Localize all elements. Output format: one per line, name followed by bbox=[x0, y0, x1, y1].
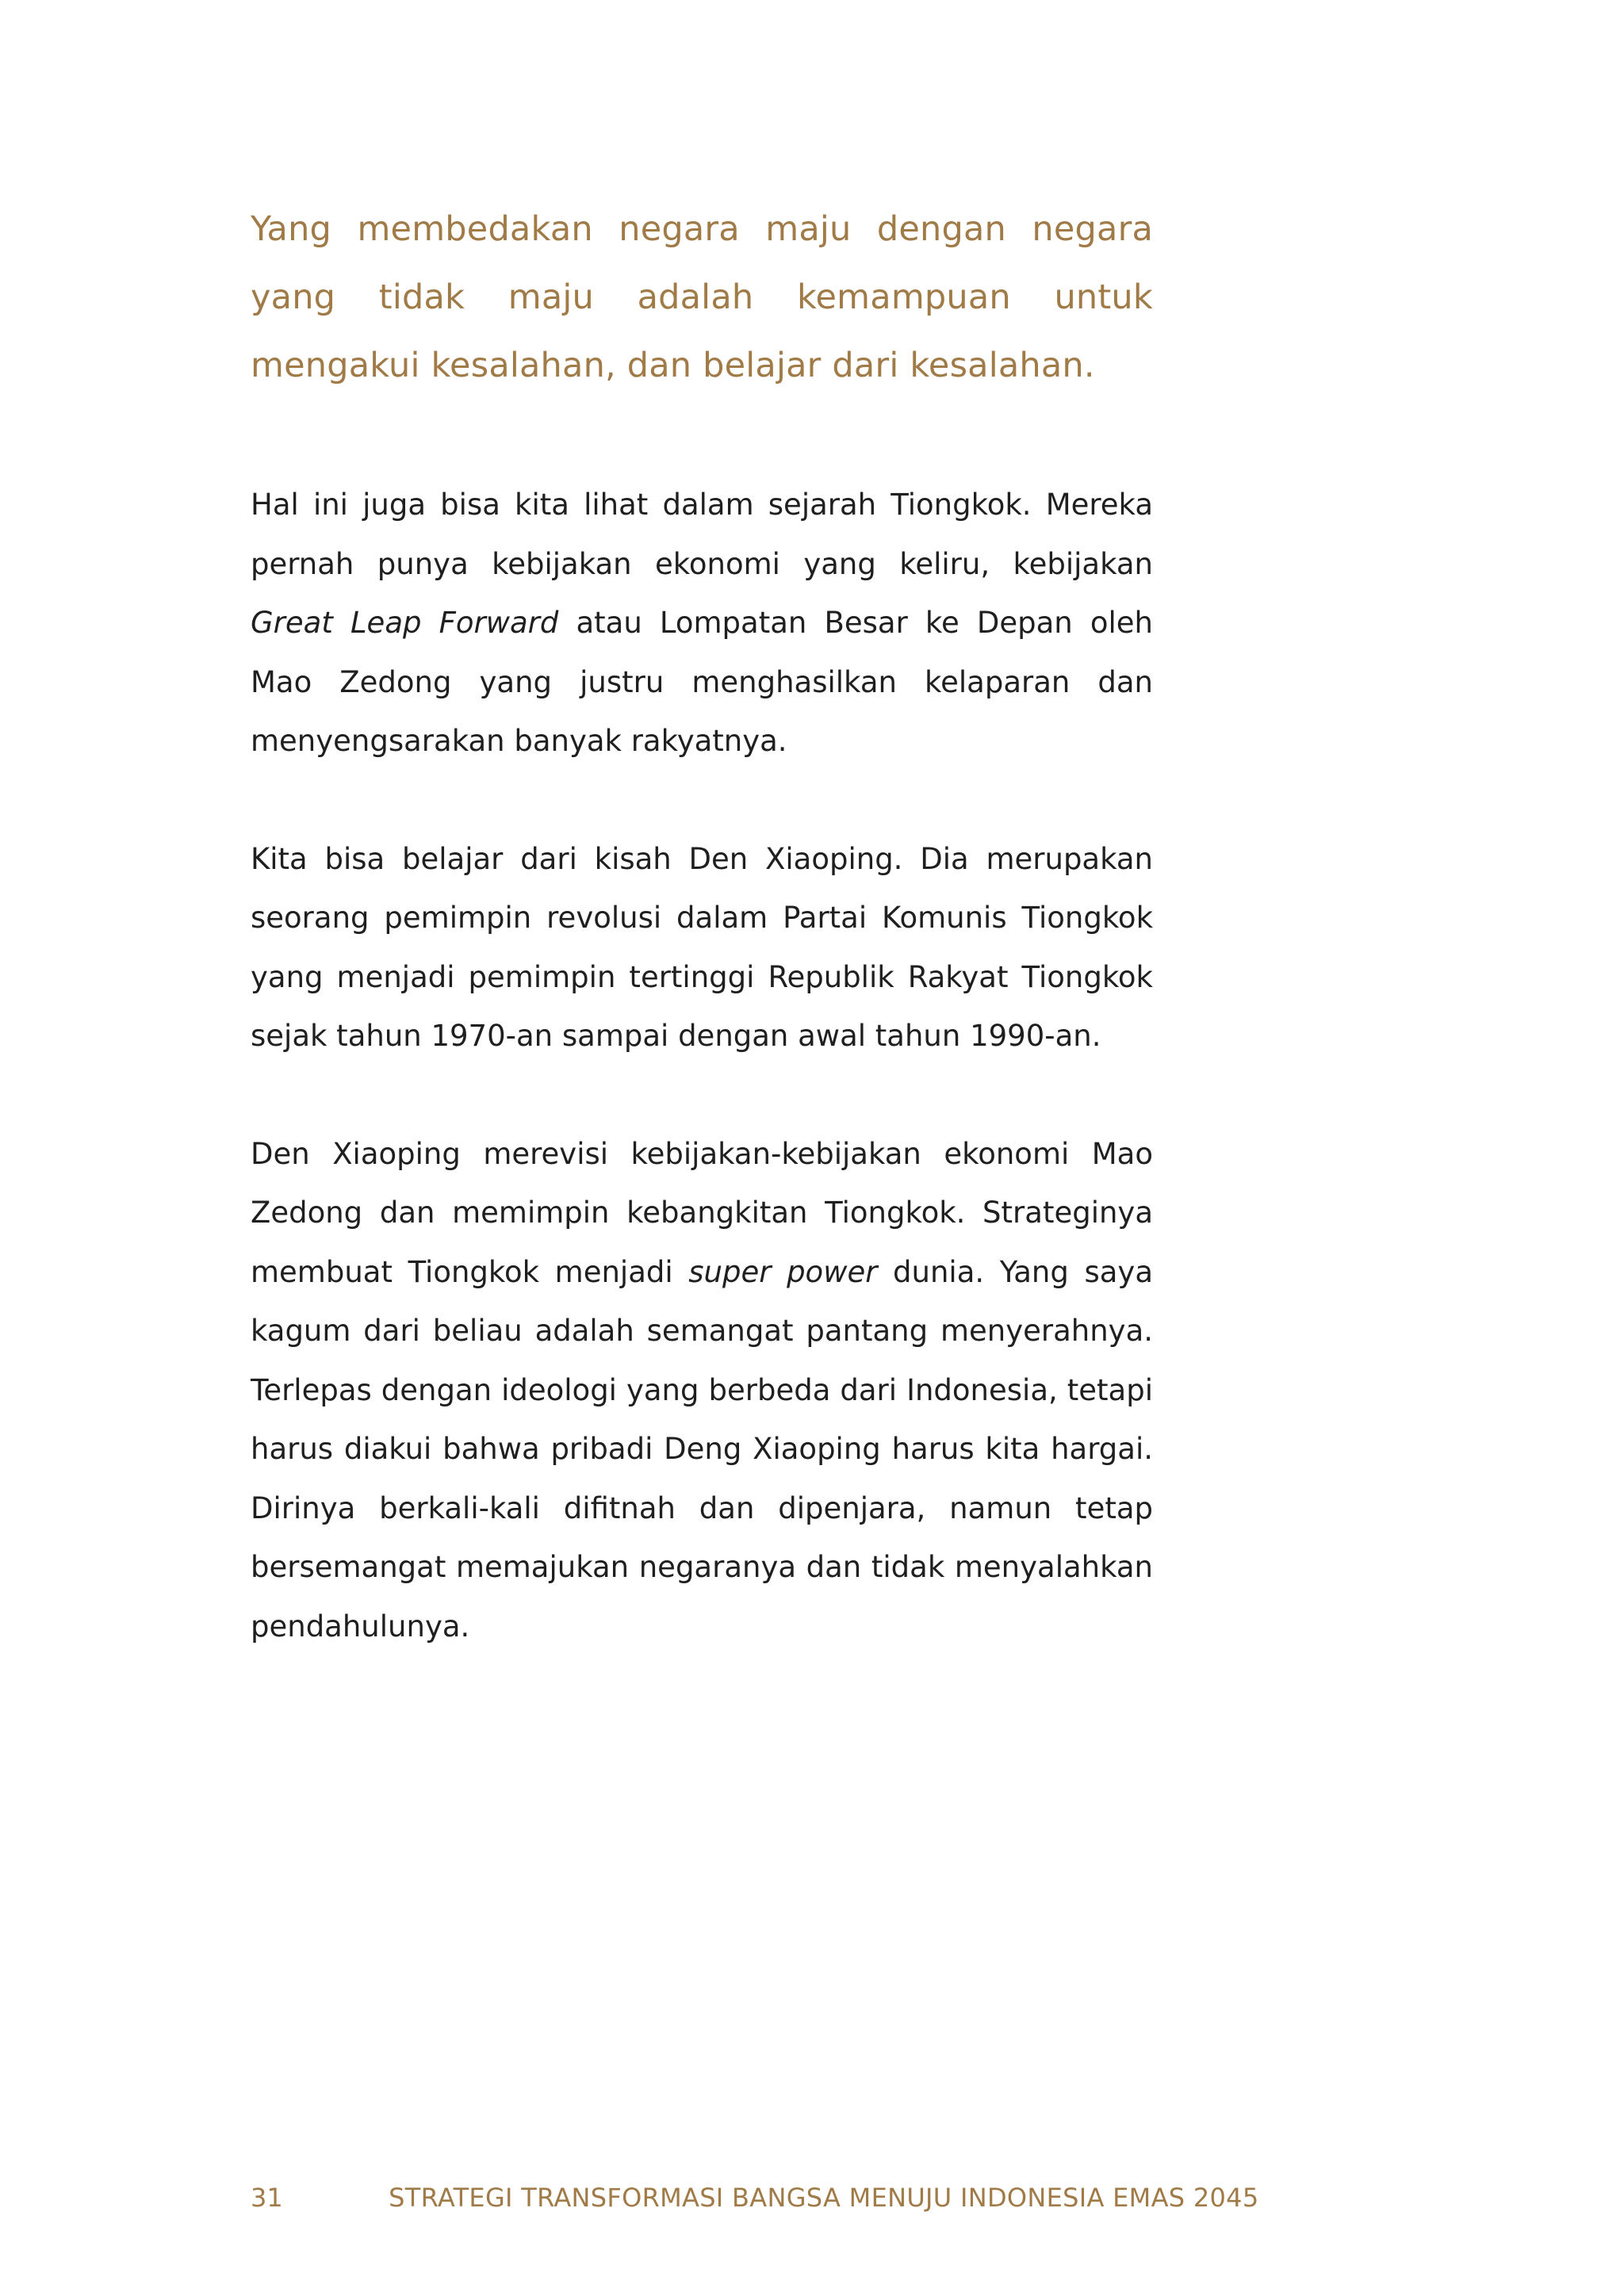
pull-quote: Yang membedakan negara maju dengan negara yang tidak maju adalah kemampuan untuk mengakui kesalahan, dan belajar dari kesalahan. bbox=[251, 209, 1153, 385]
paragraph-1-italic-term: Great Leap Forward bbox=[251, 606, 559, 640]
page-number: 31 bbox=[251, 2183, 283, 2213]
running-title: STRATEGI TRANSFORMASI BANGSA MENUJU INDONESIA EMAS 2045 bbox=[389, 2183, 1259, 2213]
paragraph-1-text-end: atau Lompatan Besar ke Depan oleh Mao Zedong yang justru menghasilkan kelaparan dan menyengsarakan banyak rakyatnya. bbox=[251, 606, 1154, 758]
paragraph-3-text-start: Den Xiaoping merevisi kebijakan-kebijakan ekonomi Mao Zedong dan memimpin kebangkitan Tiongkok. Strateginya membuat Tiongkok menjadi bbox=[251, 1136, 1153, 1289]
paragraph-1 bbox=[251, 476, 1153, 771]
text-column bbox=[251, 195, 1153, 1715]
paragraph-1-text-start: Hal ini juga bisa kita lihat dalam sejarah Tiongkok. Mereka pernah punya kebijakan ekonomi yang keliru, kebijakan bbox=[251, 488, 1153, 581]
paragraph-2: Kita bisa belajar dari kisah Den Xiaoping. Dia merupakan seorang pemimpin revolusi dalam Partai Komunis Tiongkok yang menjadi pemimpin tertinggi Republik Rakyat Tiongkok sejak tahun 1970-an sampai dengan awal tahun 1990-an. bbox=[251, 841, 1153, 1053]
paragraph-3-italic-term: super power bbox=[688, 1254, 878, 1289]
page-footer bbox=[251, 2182, 1281, 2214]
paragraph-3-text-end: dunia. Yang saya kagum dari beliau adalah semangat pantang menyerahnya. Terlepas dengan ideologi yang berbeda dari Indonesia, tetapi harus diakui bahwa pribadi Deng Xiaoping harus kita hargai. Dirinya berkali-kali difitnah dan dipenjara, namun tetap bersemangat memajukan negaranya dan tidak menyalahkan pendahulunya. bbox=[251, 1254, 1154, 1644]
paragraph-3 bbox=[251, 1125, 1153, 1657]
